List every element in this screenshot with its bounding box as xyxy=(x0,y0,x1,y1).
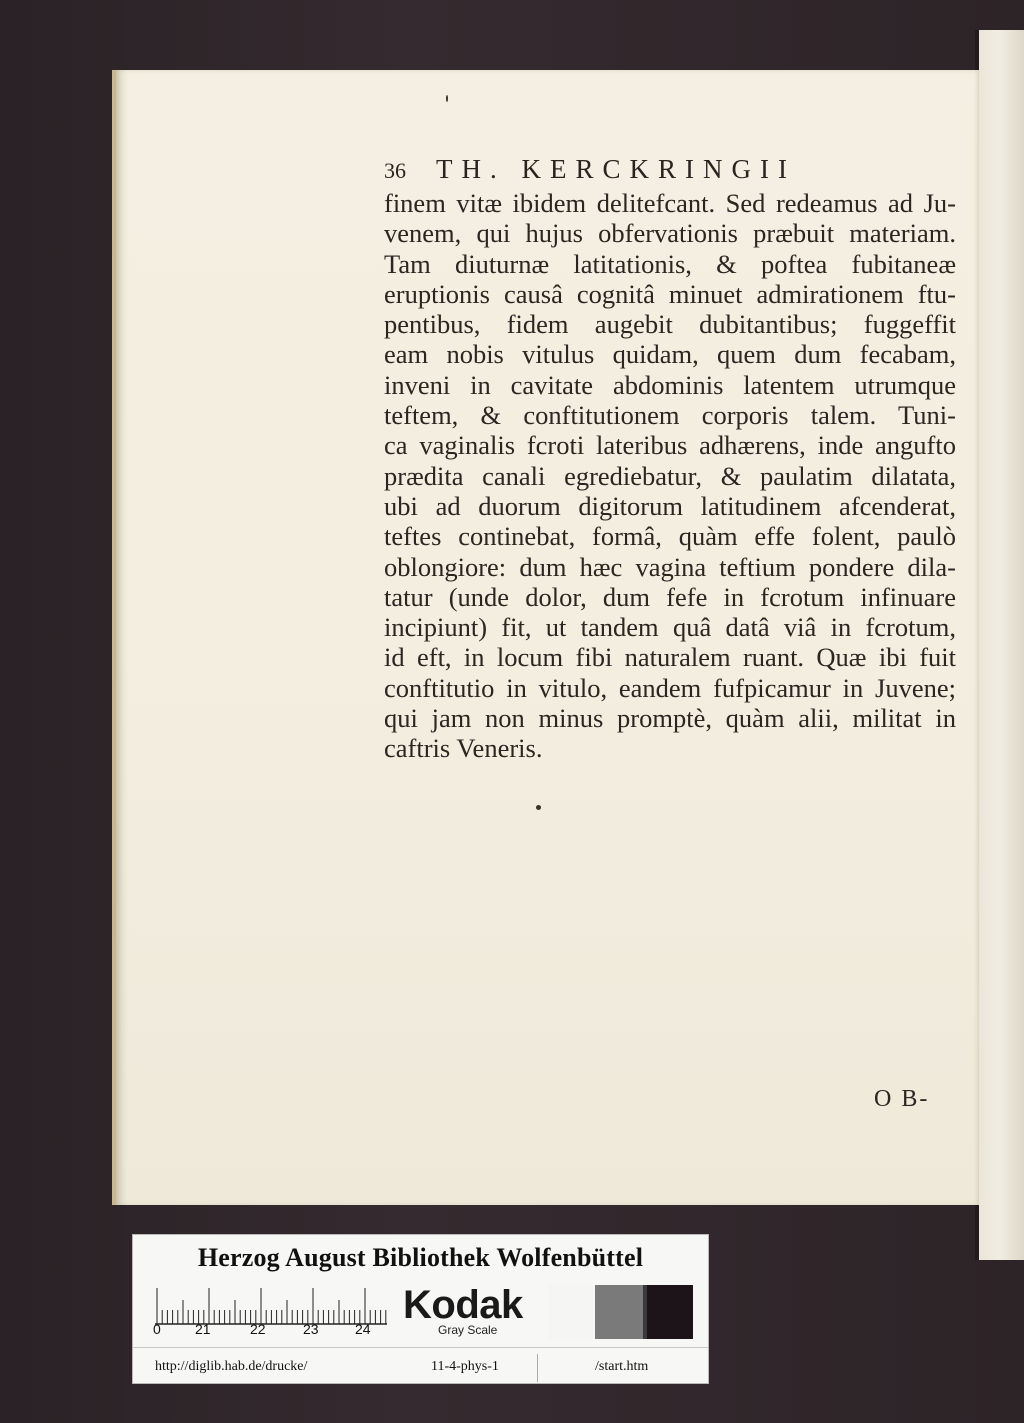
text-line: incipiunt) fit, ut tandem quâ datâ viâ in fcrotum, xyxy=(384,612,956,643)
ruler-scale xyxy=(155,1287,387,1325)
color-calibration-card xyxy=(132,1234,709,1384)
ink-speck xyxy=(446,95,448,102)
text-line: eam nobis vitulus quidam, quem dum fecabam, xyxy=(384,339,956,370)
running-head xyxy=(384,154,796,184)
running-title: TH. KERCKRINGII xyxy=(436,154,796,184)
gray-patch-white xyxy=(549,1285,593,1339)
text-line: eruptionis causâ cognitâ minuet admirationem ftu- xyxy=(384,278,956,309)
text-line: tatur (unde dolor, dum fefe in fcrotum infinuare xyxy=(384,581,956,612)
scale-number: 24 xyxy=(355,1321,371,1337)
text-line: teftem, & conftitutionem corporis talem. Tuni- xyxy=(384,400,956,431)
next-page-edge xyxy=(975,30,1024,1260)
gray-patch-mid xyxy=(595,1285,643,1339)
text-line: venem, qui hujus obfervationis præbuit materiam. xyxy=(384,218,956,249)
scale-number: 23 xyxy=(303,1321,319,1337)
text-line: caftris Veneris. xyxy=(384,733,543,764)
card-footer xyxy=(133,1347,708,1384)
kodak-logo: Kodak xyxy=(403,1283,523,1327)
text-line: ubi ad duorum digitorum latitudinem afcenderat, xyxy=(384,490,956,521)
text-line: id eft, in locum fibi naturalem ruant. Quæ ibi fuit xyxy=(384,642,956,673)
text-line: pentibus, fidem augebit dubitantibus; fuggeffit xyxy=(384,309,956,340)
url-mid: 11-4-phys-1 xyxy=(431,1359,499,1374)
url-right: /start.htm xyxy=(595,1359,649,1374)
text-line: inveni in cavitate abdominis latentem utrumque xyxy=(384,369,956,400)
catchword: O B- xyxy=(874,1086,930,1112)
scale-number: 22 xyxy=(250,1321,266,1337)
text-line: finem vitæ ibidem delitefcant. Sed redeamus ad Ju- xyxy=(384,188,956,218)
scale-number: 21 xyxy=(195,1321,211,1337)
scale-number: 0 xyxy=(153,1321,161,1337)
text-line: oblongiore: dum hæc vagina teftium pondere dila- xyxy=(384,551,956,582)
text-line: conftitutio in vitulo, eandem fufpicamur in Juvene; xyxy=(384,672,956,703)
page-number: 36 xyxy=(384,158,406,183)
text-line: prædita canali egrediebatur, & paulatim dilatata, xyxy=(384,460,956,491)
text-line: ca vaginalis fcroti lateribus adhærens, inde angufto xyxy=(384,430,956,461)
text-line: teftes continebat, formâ, quàm effe folent, paulò xyxy=(384,521,956,552)
url-left: http://diglib.hab.de/drucke/ xyxy=(155,1359,308,1374)
text-line: Tam diuturnæ latitationis, & poftea fubitaneæ xyxy=(384,248,956,279)
body-text xyxy=(384,188,956,764)
gray-patch-black xyxy=(647,1285,693,1339)
ink-speck xyxy=(536,805,541,810)
library-name: Herzog August Bibliothek Wolfenbüttel xyxy=(197,1243,644,1272)
gray-scale-label: Gray Scale xyxy=(438,1323,498,1337)
book-page xyxy=(112,70,979,1205)
text-line: qui jam non minus promptè, quàm alii, militat in xyxy=(384,703,956,734)
